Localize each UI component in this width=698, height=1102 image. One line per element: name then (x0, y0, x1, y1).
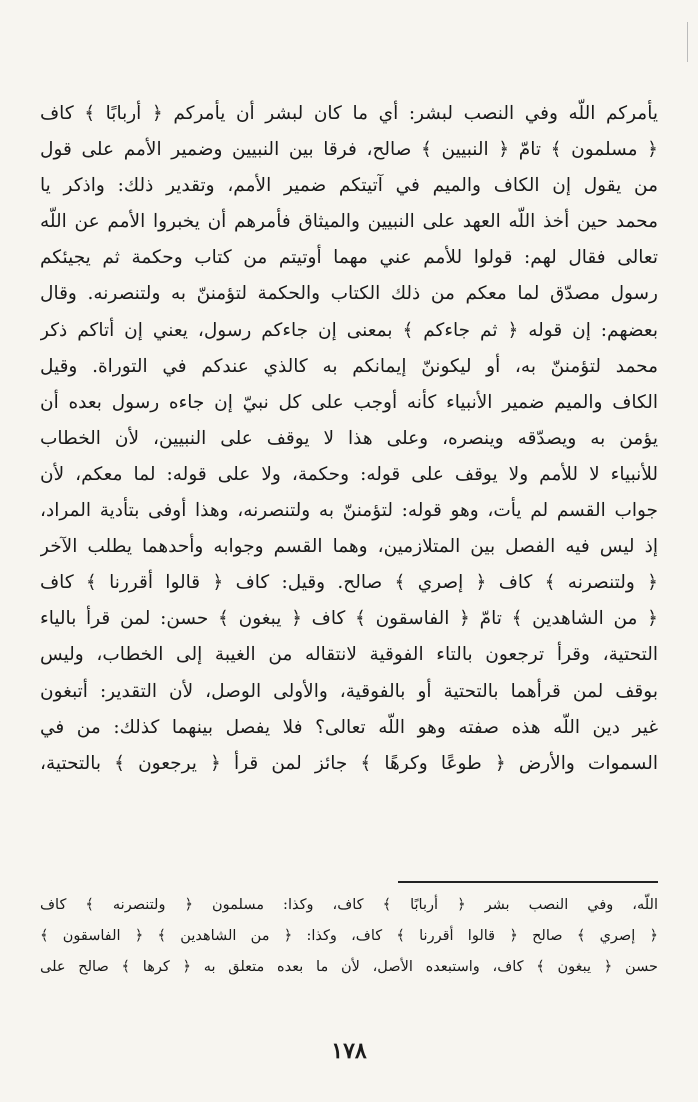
text-line: محمد لتؤمننّ به، أو ليكوننّ إيمانكم به كالذي عندكم في التوراة. وقيل (40, 355, 658, 377)
text-line: يأمركم اللّه وفي النصب لبشر: أي ما كان لبشر أن يأمركم ﴿ أربابًا ﴾ كاف (40, 103, 658, 124)
text-line: من يقول إن الكاف والميم في آتيتكم ضمير الأمم، وتقدير ذلك: واذكر يا (40, 175, 658, 197)
text-line: الكاف والميم ضمير الأنبياء كأنه أوجب على كل نبيّ إن جاءه رسول بعده أن (40, 391, 658, 413)
text-line: التحتية، وقرأ ترجعون بالتاء الفوقية لانتقاله من الغيبة إلى الخطاب، وليس (40, 644, 658, 666)
footnote-line: اللّه، وفي النصب بشر ﴿ أربابًا ﴾ كاف، وكذا: مسلمون ﴿ ولتنصرنه ﴾ كاف (40, 897, 658, 913)
text-line: غير دين اللّه هذه صفته وهو اللّه تعالى؟ فلا يفصل بينهما كذلك: من في (40, 716, 658, 738)
text-line: يؤمن به ويصدّقه وينصره، وعلى هذا لا يوقف على النبيين، لأن الخطاب (40, 427, 658, 449)
text-line: إذ ليس فيه الفصل بين المتلازمين، وهما القسم وجوابه وأحدهما يطلب الآخر (40, 536, 658, 558)
footnote-line: ﴿ إصري ﴾ صالح ﴿ قالوا أقررنا ﴾ كاف، وكذا: ﴿ من الشاهدين ﴾ ﴿ الفاسقون ﴾ (40, 928, 658, 944)
page-edge-mark (687, 22, 698, 62)
text-line: بعضهم: إن قوله ﴿ ثم جاءكم ﴾ بمعنى إن جاءكم رسول، يعني إن أتاكم ذكر (40, 319, 658, 341)
text-line: ﴿ مسلمون ﴾ تامّ ﴿ النبيين ﴾ صالح، فرقا بين النبيين وضمير الأمم على قول (40, 139, 658, 161)
text-line: بوقف لمن قرأهما بالتحتية أو بالفوقية، والأولى الوصل، لأن التقدير: أتبغون (40, 680, 658, 702)
text-line: محمد حين أخذ اللّه العهد على النبيين والميثاق فأمرهم أن يخبروا الأمم عن اللّه (40, 211, 658, 233)
main-text (40, 96, 658, 782)
text-line: ﴿ ولتنصرنه ﴾ كاف ﴿ إصري ﴾ صالح. وقيل: كاف ﴿ قالوا أقررنا ﴾ كاف (40, 572, 658, 594)
footnotes (40, 890, 658, 983)
text-line: تعالى فقال لهم: قولوا للأمم عني مهما أوتيتم من كتاب وحكمة ثم يجيئكم (40, 247, 658, 269)
text-line: السموات والأرض ﴿ طوعًا وكرهًا ﴾ جائز لمن قرأ ﴿ يرجعون ﴾ بالتحتية، (40, 752, 658, 774)
text-line: للأنبياء لا للأمم ولا يوقف على قوله: وحكمة، ولا على قوله: لما معكم، لأن (40, 463, 658, 485)
text-line: رسول مصدّق لما معكم من ذلك الكتاب والحكمة لتؤمننّ به ولتنصرنه. وقال (40, 283, 658, 305)
page-number: ١٧٨ (331, 1038, 367, 1064)
text-line: جواب القسم لم يأت، وهو قوله: لتؤمننّ به ولتنصرنه، وهذا أوفى بتأدية المراد، (40, 500, 658, 522)
footnote-separator (398, 881, 658, 883)
footnote-line: حسن ﴿ يبغون ﴾ كاف، واستبعده الأصل، لأن ما بعده متعلق به ﴿ كرها ﴾ صالح على (40, 959, 658, 975)
text-line: ﴿ من الشاهدين ﴾ تامّ ﴿ الفاسقون ﴾ كاف ﴿ يبغون ﴾ حسن: لمن قرأ بالياء (40, 608, 658, 630)
